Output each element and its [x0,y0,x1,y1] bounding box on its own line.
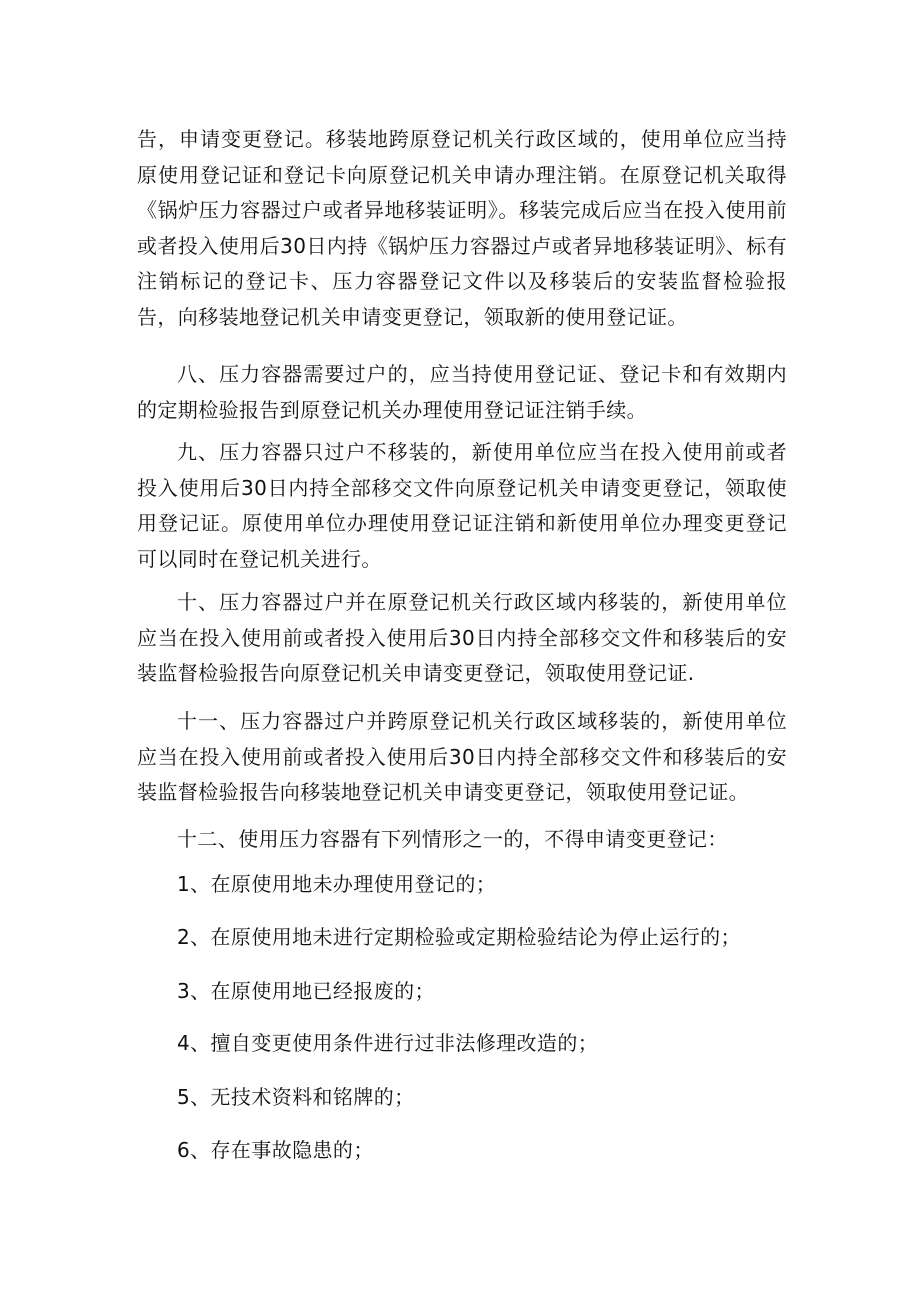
paragraph-section-11: 十一、压力容器过户并跨原登记机关行政区域移装的，新使用单位应当在投入使用前或者投入使用后30日内持全部移交文件和移装后的安装监督检验报告向移装地登记机关申请变更登记，领取使用登记证。 [137,709,787,804]
paragraph-continuation: 告，申请变更登记。移装地跨原登记机关行政区域的，使用单位应当持原使用登记证和登记卡向原登记机关申请办理注销。在原登记机关取得《锅炉压力容器过户或者异地移装证明》。移装完成后应当在投入使用前或者投入使用后30日内持《锅炉压力容器过卢或者异地移装证明》、标有注销标记的登记卡、压力容器登记文件以及移装后的安装监督检验报告，向移装地登记机关申请变更登记，领取新的使用登记证。 [137,127,787,329]
list-item: 1、在原使用地未办理使用登记的； [177,872,497,896]
list-item: 5、无技术资料和铭牌的； [177,1085,415,1109]
list-item: 6、存在事故隐患的； [177,1138,374,1162]
paragraph-section-10: 十、压力容器过户并在原登记机关行政区域内移装的，新使用单位应当在投入使用前或者投入使用后30日内持全部移交文件和移装后的安装监督检验报告向原登记机关申请变更登记，领取使用登记证. [137,590,787,685]
paragraph-section-8: 八、压力容器需要过户的，应当持使用登记证、登记卡和有效期内的定期检验报告到原登记机关办理使用登记证注销手续。 [137,362,787,422]
list-item: 2、在原使用地未进行定期检验或定期检验结论为停止运行的； [177,925,741,949]
paragraph-section-9: 九、压力容器只过户不移装的，新使用单位应当在投入使用前或者投入使用后30日内持全部移交文件向原登记机关申请变更登记，领取使用登记证。原使用单位办理使用登记证注销和新使用单位办理变更登记可以同时在登记机关进行。 [137,440,787,571]
list-item: 4、擅自变更使用条件进行过非法修理改造的； [177,1031,599,1055]
paragraph-section-12: 十二、使用压力容器有下列情形之一的，不得申请变更登记： [177,827,728,851]
list-item: 3、在原使用地已经报废的； [177,979,435,1003]
